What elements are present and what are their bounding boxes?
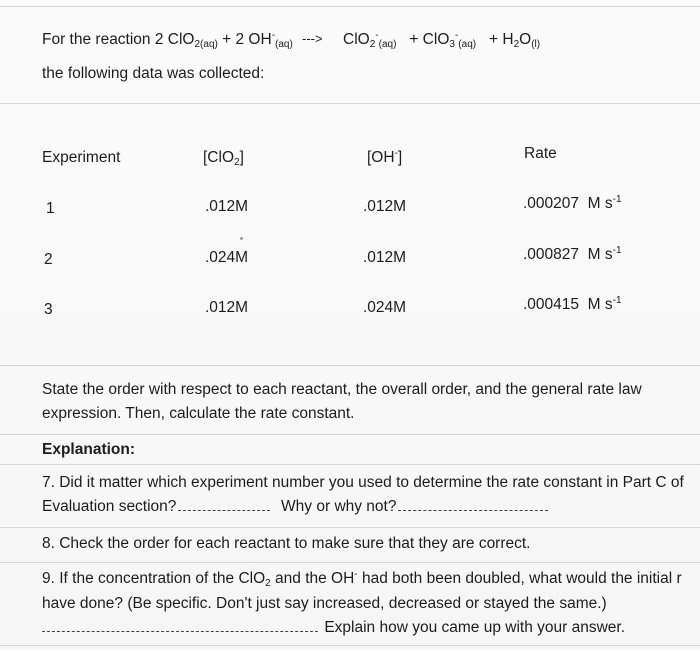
row2-oh: .012M [363, 249, 407, 266]
row3-rate-value: .000415 [523, 296, 580, 313]
row2-clo2: .024M [205, 249, 249, 266]
product2-charge: - [454, 30, 459, 41]
q9-line3 [42, 619, 625, 637]
divider-above-q9 [0, 562, 700, 563]
product1-sub: 2 [369, 39, 376, 50]
divider-above-q7 [0, 464, 700, 465]
divider-below-intro [0, 103, 700, 104]
row1-clo2: .012M [205, 198, 249, 215]
q7-answer-blank-2[interactable] [398, 509, 548, 511]
product1: ClO [343, 31, 370, 48]
header-experiment: Experiment [42, 149, 121, 166]
q9-line2: have done? (Be specific. Don't just say increased, decreased or stayed the same.) [42, 595, 607, 612]
row3-clo2: .012M [205, 299, 249, 316]
row1-rate-unit-exp: -1 [612, 194, 622, 205]
oh-state: (aq) [275, 39, 293, 50]
row1-rate-unit: M s [587, 195, 613, 212]
divider-top [0, 6, 700, 7]
instructions-line2: expression. Then, calculate the rate constant. [42, 405, 355, 422]
row2-experiment: 2 [44, 251, 53, 268]
row2-rate-value: .000827 [523, 246, 580, 263]
q7-line1: 7. Did it matter which experiment number you used to determine the rate constant in Part C of [42, 474, 684, 491]
header-oh-open: [OH [367, 149, 395, 166]
q7-prompt-b: Why or why not? [281, 498, 397, 515]
intro-text: the following data was collected: [42, 65, 265, 82]
product3: + H [489, 31, 514, 48]
reaction-products [343, 31, 540, 49]
row3-rate-unit-exp: -1 [612, 295, 622, 306]
row1-rate-value: .000207 [523, 195, 580, 212]
product2: + ClO [409, 31, 450, 48]
q9-part-c: had both been doubled, what would the initial r [357, 570, 682, 587]
q7-prompt-a: Evaluation section? [42, 498, 177, 515]
divider-above-instructions [0, 365, 700, 366]
product1-state: (aq) [378, 39, 397, 50]
q7-answer-blank-1[interactable] [178, 509, 270, 511]
row2-rate-unit: M s [587, 246, 613, 263]
header-clo2-sub: 2 [234, 157, 240, 168]
row1-rate [523, 195, 622, 213]
q9-part-a: 9. If the concentration of the ClO [42, 570, 266, 587]
header-oh [367, 149, 402, 167]
reaction-arrow: ---> [302, 31, 323, 46]
instructions-line1: State the order with respect to each reactant, the overall order, and the general rate law [42, 381, 642, 398]
q9-line1 [42, 570, 682, 588]
row2-rate [523, 246, 622, 264]
reactant1-state: 2(aq) [194, 39, 218, 50]
reaction-plus-oh: + 2 OH [217, 31, 272, 48]
header-clo2-open: [ClO [203, 149, 234, 166]
reaction-equation [42, 31, 293, 49]
reaction-prefix: For the reaction 2 ClO [42, 31, 195, 48]
q9-clo2-sub: 2 [265, 578, 271, 589]
row3-oh: .024M [363, 299, 407, 316]
product2-sub: 3 [449, 39, 455, 50]
oh-charge: - [271, 30, 276, 41]
row2-rate-unit-exp: -1 [612, 245, 622, 256]
q9-part-b: and the OH [270, 570, 355, 587]
water-o: O [519, 31, 532, 48]
q8-text: 8. Check the order for each reactant to make sure that they are correct. [42, 535, 531, 552]
header-rate: Rate [524, 145, 557, 162]
row3-experiment: 3 [44, 301, 53, 318]
product1-charge: - [375, 30, 379, 41]
divider-above-q8 [0, 527, 700, 528]
explanation-label: Explanation: [42, 441, 136, 458]
q9-answer-blank[interactable] [42, 630, 318, 632]
header-clo2-close: ] [239, 149, 244, 166]
product2-state: (aq) [458, 39, 477, 50]
header-oh-close: ] [397, 149, 403, 166]
row1-oh: .012M [363, 198, 407, 215]
water-sub: 2 [513, 39, 520, 50]
q9-prompt: Explain how you came up with your answer. [324, 619, 625, 636]
q7-line2 [42, 498, 550, 516]
water-state: (l) [531, 39, 541, 50]
divider-bottom [0, 645, 700, 646]
q9-oh-charge: - [354, 569, 358, 580]
row1-experiment: 1 [46, 200, 55, 217]
header-clo2 [203, 149, 244, 167]
row3-rate [523, 296, 622, 314]
pen-mark [240, 237, 243, 240]
divider-above-explanation [0, 434, 700, 435]
row3-rate-unit: M s [587, 296, 613, 313]
header-oh-charge: - [394, 148, 398, 159]
